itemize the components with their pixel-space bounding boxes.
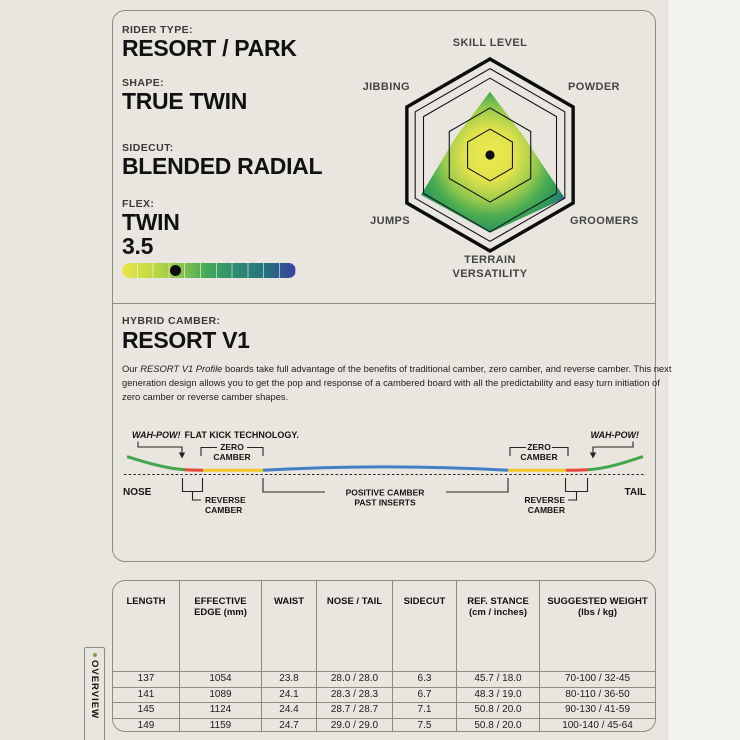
reverse-camber-right-label-line1: REVERSE (524, 495, 565, 505)
table-cell: 70-100 / 32-45 (540, 671, 655, 687)
rider-type-value: RESORT / PARK (122, 35, 297, 61)
wahpow-right-bracket (593, 442, 633, 455)
table-cell: 80-110 / 36-50 (540, 687, 655, 703)
camber-section-label: HYBRID CAMBER: (122, 315, 221, 327)
reverse-camber-left-label-line2: CAMBER (205, 505, 243, 515)
zero-camber-right-label-line2: CAMBER (520, 452, 558, 462)
camber-description-line2: generation design allows you to get the pop and response of a cambered board with all the predictability and easy turn initiation of (122, 377, 660, 388)
wahpow-right-arrow (590, 453, 596, 459)
overview-tab-dot (93, 653, 97, 657)
table-cell: 1089 (180, 687, 262, 703)
table-cell: 28.7 / 28.7 (317, 702, 393, 718)
section-divider (113, 303, 655, 304)
reverse-camber-left-curve (185, 470, 203, 471)
shape-value: TRUE TWIN (122, 88, 248, 114)
flex-bar-ticks (122, 263, 296, 278)
zero-camber-left-label-line2: CAMBER (213, 452, 251, 462)
positive-camber-label-line1: POSITIVE CAMBER (345, 487, 425, 498)
zero-camber-right-label-line1: ZERO (527, 442, 551, 452)
wahpow-left-arrow (179, 453, 185, 459)
reverse-camber-right-bracket (566, 478, 588, 500)
table-cell: 29.0 / 29.0 (317, 718, 393, 733)
flex-value-name: TWIN (122, 209, 180, 235)
reverse-camber-right-label-line2: CAMBER (527, 505, 565, 515)
table-header-cell: LENGTH (113, 581, 180, 671)
positive-camber-curve (263, 467, 508, 470)
zero-camber-left-label-line1: ZERO (220, 442, 244, 452)
table-cell: 145 (113, 702, 180, 718)
reverse-camber-left-bracket (183, 478, 203, 500)
radar-axis-jibbing: JIBBING (362, 81, 410, 93)
nose-label: NOSE (123, 487, 152, 498)
table-cell: 24.4 (262, 702, 317, 718)
rider-type-label: RIDER TYPE: (122, 24, 193, 36)
size-table-panel (112, 580, 656, 732)
table-cell: 137 (113, 671, 180, 687)
sidecut-value: BLENDED RADIAL (122, 153, 323, 179)
wahpow-right-label: WAH-POW! (590, 430, 639, 440)
overview-tab-label: OVERVIEW (89, 660, 100, 720)
table-cell: 7.5 (393, 718, 457, 733)
flex-value-number: 3.5 (122, 233, 154, 259)
table-cell: 100-140 / 45-64 (540, 718, 655, 733)
radar-axis-terrain-versatility: TERRAIN VERSATILITY (452, 254, 528, 280)
tail-kick-curve (588, 457, 643, 470)
radar-center-dot (485, 150, 494, 159)
nose-kick-curve (127, 457, 185, 470)
table-cell: 23.8 (262, 671, 317, 687)
table-cell: 6.3 (393, 671, 457, 687)
radar-axis-skill-level: SKILL LEVEL (452, 37, 528, 49)
camber-description-line1: Our RESORT V1 Profile boards take full advantage of the benefits of traditional camber, zero camber, and reverse camber. This next (122, 363, 672, 374)
page-edge (667, 0, 740, 740)
tab-overview[interactable] (84, 647, 105, 740)
table-cell: 28.0 / 28.0 (317, 671, 393, 687)
flex-gradient-bar (122, 263, 296, 278)
reverse-camber-right-curve (566, 470, 588, 471)
table-header-cell: NOSE / TAIL (317, 581, 393, 671)
table-cell: 6.7 (393, 687, 457, 703)
table-cell: 149 (113, 718, 180, 733)
positive-camber-label-line2: PAST INSERTS (354, 497, 416, 508)
shape-label: SHAPE: (122, 77, 165, 89)
camber-description-line3: zero camber or reverse camber shapes. (122, 391, 289, 402)
table-cell: 45.7 / 18.0 (457, 671, 540, 687)
table-header-cell: WAIST (262, 581, 317, 671)
flex-label: FLEX: (122, 198, 155, 210)
table-cell: 24.1 (262, 687, 317, 703)
table-cell: 7.1 (393, 702, 457, 718)
table-cell: 141 (113, 687, 180, 703)
table-cell: 1124 (180, 702, 262, 718)
table-cell: 50.8 / 20.0 (457, 718, 540, 733)
camber-profile-diagram (118, 424, 652, 536)
tail-label: TAIL (624, 487, 646, 498)
camber-section-title: RESORT V1 (122, 327, 250, 353)
table-header-cell: REF. STANCE (cm / inches) (457, 581, 540, 671)
table-cell: 50.8 / 20.0 (457, 702, 540, 718)
table-cell: 90-130 / 41-59 (540, 702, 655, 718)
wahpow-left-label: WAH-POW! FLAT KICK TECHNOLOGY. (132, 430, 299, 440)
wahpow-left-bracket (138, 442, 182, 455)
table-cell: 28.3 / 28.3 (317, 687, 393, 703)
table-cell: 48.3 / 19.0 (457, 687, 540, 703)
table-cell: 24.7 (262, 718, 317, 733)
table-cell: 1054 (180, 671, 262, 687)
radar-data-polygon (421, 92, 565, 233)
reverse-camber-left-label-line1: REVERSE (205, 495, 246, 505)
radar-axis-jumps: JUMPS (370, 215, 410, 227)
radar-axis-groomers: GROOMERS (570, 215, 639, 227)
camber-description (122, 362, 672, 404)
radar-axis-powder: POWDER (568, 81, 620, 93)
table-header-cell: SUGGESTED WEIGHT (lbs / kg) (547, 596, 648, 618)
table-cell: 1159 (180, 718, 262, 733)
terrain-radar-chart (355, 20, 625, 290)
spec-table (113, 581, 655, 731)
sidecut-label: SIDECUT: (122, 142, 174, 154)
table-header-cell: EFFECTIVE EDGE (mm) (180, 581, 262, 671)
table-header-cell: SIDECUT (393, 581, 457, 671)
